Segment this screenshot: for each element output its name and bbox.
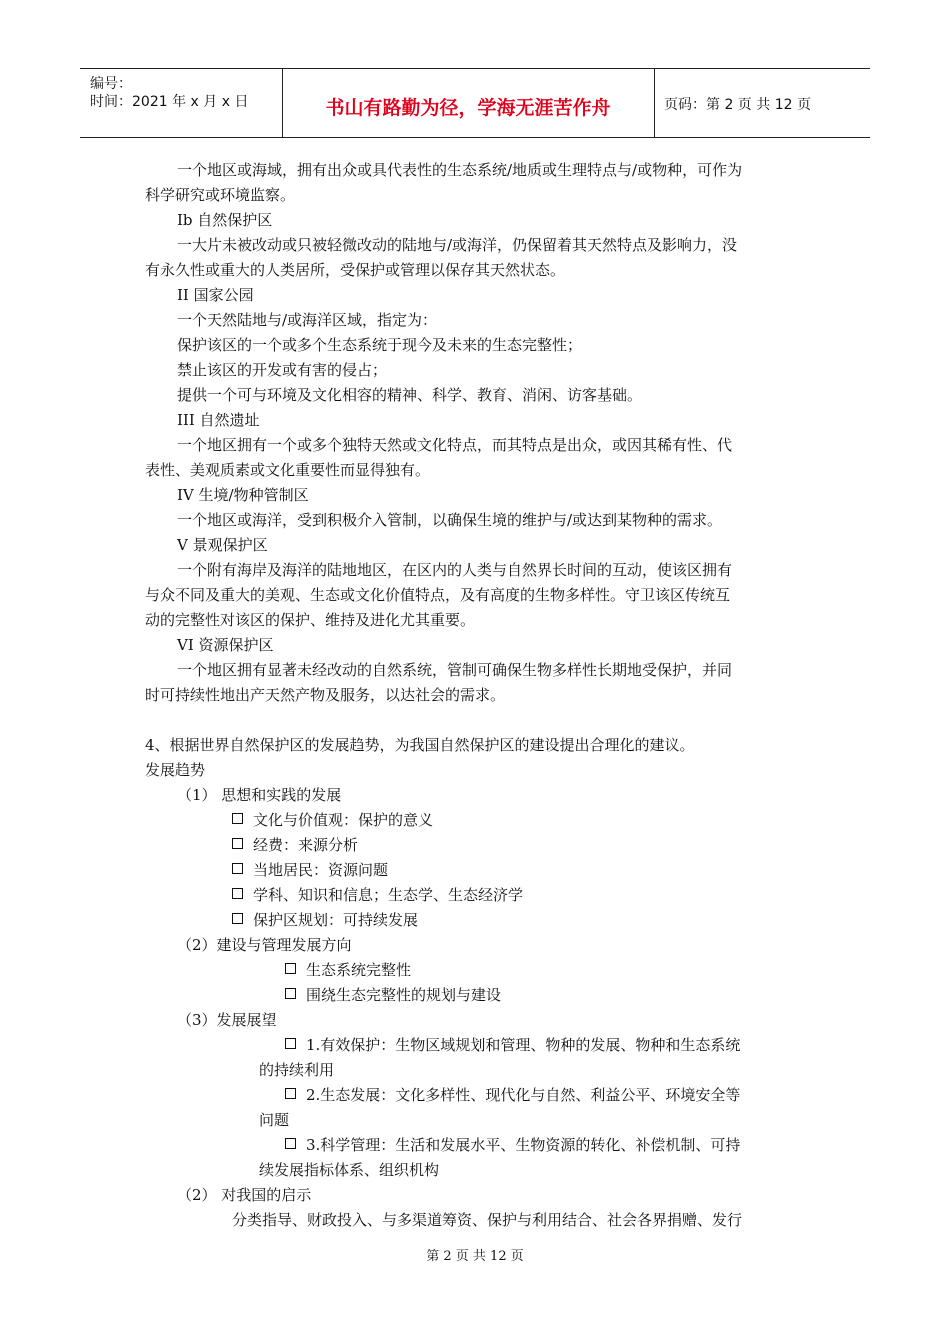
checkbox-icon xyxy=(285,1138,296,1149)
checkbox-icon xyxy=(285,1038,296,1049)
checklist-item-text: 3.科学管理：生活和发展水平、生物资源的转化、补偿机制、可持 xyxy=(306,1136,741,1154)
question-heading: 4、根据世界自然保护区的发展趋势，为我国自然保护区的建设提出合理化的建议。 xyxy=(145,736,695,754)
body-line: 提供一个可与环境及文化相容的精神、科学、教育、消闲、访客基础。 xyxy=(177,386,643,404)
body-line: 分类指导、财政投入、与多渠道筹资、保护与利用结合、社会各界捐赠、发行 xyxy=(232,1211,743,1229)
body-line: 有永久性或重大的人类居所，受保护或管理以保存其天然状态。 xyxy=(145,261,566,279)
category-heading: Ib 自然保护区 xyxy=(177,211,273,229)
checkbox-icon xyxy=(285,988,296,999)
body-line: 一个天然陆地与/或海洋区域，指定为： xyxy=(177,311,438,329)
body-line: 的持续利用 xyxy=(259,1061,335,1079)
body-line: 一个地区或海洋，受到积极介入管制，以确保生境的维护与/或达到某物种的需求。 xyxy=(177,511,723,529)
checkbox-icon xyxy=(285,1088,296,1099)
page-header xyxy=(80,68,870,138)
checklist-item xyxy=(232,885,523,905)
header-page-cell xyxy=(654,69,870,137)
category-heading: V 景观保护区 xyxy=(177,536,268,554)
section-heading: 发展趋势 xyxy=(145,761,206,779)
category-heading: IV 生境/物种管制区 xyxy=(177,486,309,504)
checkbox-icon xyxy=(232,838,243,849)
checklist-item-text: 经费：来源分析 xyxy=(253,836,359,854)
checklist-item-text: 文化与价值观：保护的意义 xyxy=(253,811,434,829)
header-motto-cell xyxy=(282,69,655,137)
checkbox-icon xyxy=(285,963,296,974)
body-line: 一个附有海岸及海洋的陆地地区，在区内的人类与自然界长时间的互动，使该区拥有 xyxy=(177,561,733,579)
checklist-item xyxy=(285,1085,740,1105)
body-line: 禁止该区的开发或有害的侵占； xyxy=(177,361,388,379)
checklist-item xyxy=(232,810,433,830)
body-line: 保护该区的一个或多个生态系统于现今及未来的生态完整性； xyxy=(177,336,583,354)
checklist-item-text: 1.有效保护：生物区域规划和管理、物种的发展、物种和生态系统 xyxy=(306,1036,741,1054)
header-info-cell xyxy=(80,69,283,137)
page-footer: 第 2 页 共 12 页 xyxy=(426,1249,524,1264)
category-heading: III 自然遗址 xyxy=(177,411,260,429)
checkbox-icon xyxy=(232,913,243,924)
checklist-item xyxy=(232,910,418,930)
checklist-item-text: 保护区规划：可持续发展 xyxy=(253,911,419,929)
category-heading: II 国家公园 xyxy=(177,286,254,304)
document-date-label: 时间：2021 年 x 月 x 日 xyxy=(90,94,249,110)
body-line: 科学研究或环境监察。 xyxy=(145,186,296,204)
checkbox-icon xyxy=(232,888,243,899)
body-line: 一大片未被改动或只被轻微改动的陆地与/或海洋，仍保留着其天然特点及影响力，没 xyxy=(177,236,738,254)
checklist-item xyxy=(232,835,358,855)
header-page-number: 页码：第 2 页 共 12 页 xyxy=(664,97,811,113)
checklist-item xyxy=(285,1135,740,1155)
checklist-item-text: 生态系统完整性 xyxy=(306,961,412,979)
category-heading: VI 资源保护区 xyxy=(177,636,274,654)
checklist-item-text: 2.生态发展：文化多样性、现代化与自然、利益公平、环境安全等 xyxy=(306,1086,741,1104)
subsection-heading: （2）建设与管理发展方向 xyxy=(177,936,352,954)
checklist-item-text: 当地居民：资源问题 xyxy=(253,861,389,879)
subsection-heading: （2） 对我国的启示 xyxy=(177,1186,312,1204)
document-number-label: 编号： xyxy=(90,76,132,92)
body-line: 表性、美观质素或文化重要性而显得独有。 xyxy=(145,461,431,479)
subsection-heading: （1） 思想和实践的发展 xyxy=(177,786,342,804)
body-line: 一个地区或海域，拥有出众或具代表性的生态系统/地质或生理特点与/或物种，可作为 xyxy=(177,161,743,179)
body-line: 一个地区拥有一个或多个独特天然或文化特点，而其特点是出众，或因其稀有性、代 xyxy=(177,436,733,454)
checklist-item xyxy=(232,860,388,880)
checklist-item-text: 围绕生态完整性的规划与建设 xyxy=(306,986,502,1004)
body-line: 动的完整性对该区的保护、维持及进化尤其重要。 xyxy=(145,611,476,629)
checkbox-icon xyxy=(232,813,243,824)
checklist-item xyxy=(285,960,411,980)
body-line: 一个地区拥有显著未经改动的自然系统，管制可确保生物多样性长期地受保护，并同 xyxy=(177,661,733,679)
checklist-item xyxy=(285,1035,740,1055)
checklist-item xyxy=(285,985,501,1005)
body-line: 与众不同及重大的美观、生态或文化价值特点，及有高度的生物多样性。守卫该区传统互 xyxy=(145,586,731,604)
checkbox-icon xyxy=(232,863,243,874)
checklist-item-text: 学科、知识和信息；生态学、生态经济学 xyxy=(253,886,524,904)
body-line: 时可持续性地出产天然产物及服务，以达社会的需求。 xyxy=(145,686,506,704)
header-motto: 书山有路勤为径，学海无涯苦作舟 xyxy=(325,97,611,119)
body-line: 续发展指标体系、组织机构 xyxy=(259,1161,440,1179)
body-line: 问题 xyxy=(259,1111,290,1129)
subsection-heading: （3）发展展望 xyxy=(177,1011,277,1029)
